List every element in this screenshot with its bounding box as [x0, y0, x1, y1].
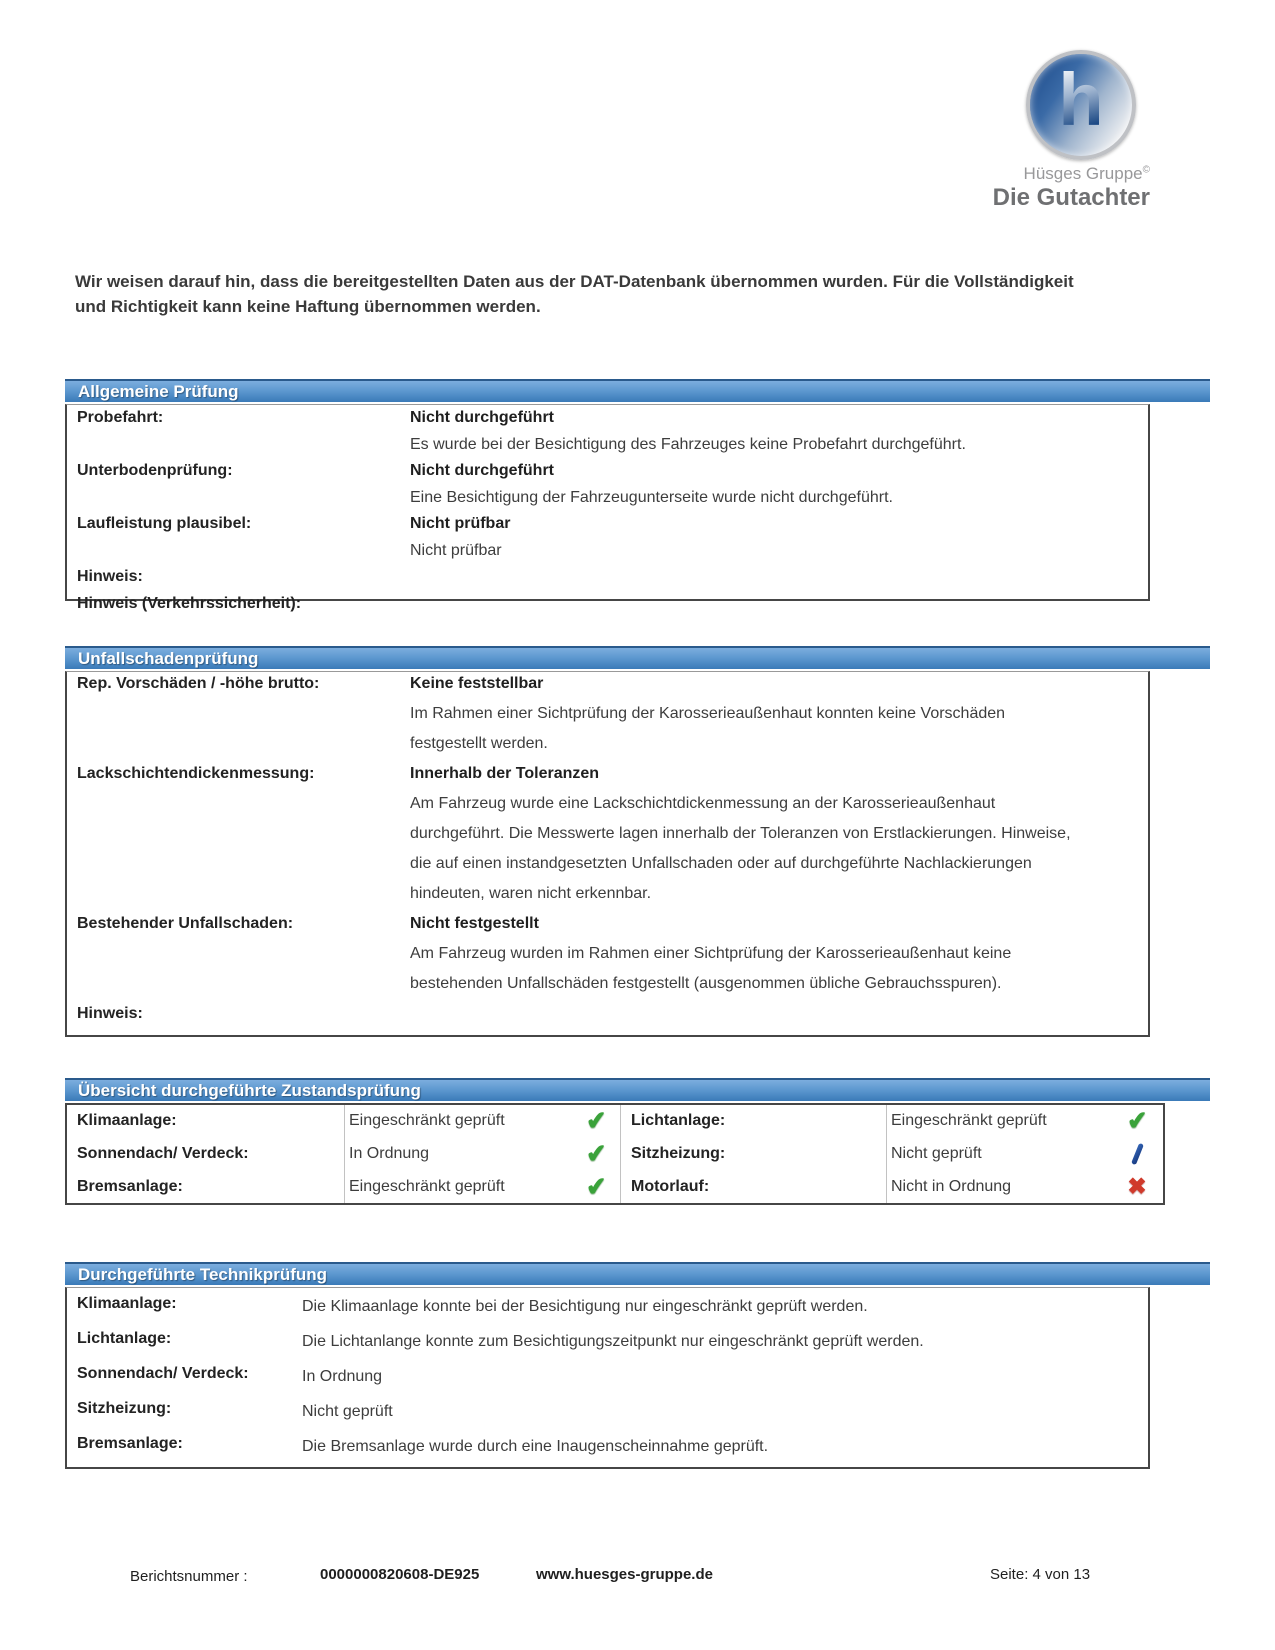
report-row [67, 515, 1148, 542]
section-body-technikpruefung [65, 1287, 1150, 1469]
zustand-label: Sitzheizung: [621, 1138, 887, 1171]
row-description-text: Am Fahrzeug wurde eine Lackschichtdickenmessung an der Karosserieaußenhaut [410, 795, 996, 812]
report-row-description [67, 825, 1148, 855]
row-label: Unterbodenprüfung: [77, 462, 233, 479]
row-label-spacer [77, 945, 410, 975]
technik-label: Sonnendach/ Verdeck: [77, 1365, 249, 1382]
logo-h-badge-icon [1026, 50, 1136, 160]
report-row-description [67, 705, 1148, 735]
row-label-spacer [77, 825, 410, 855]
report-row-description [67, 945, 1148, 975]
report-row [67, 409, 1148, 436]
zustand-status: Nicht in Ordnung [891, 1177, 1012, 1195]
row-label-spacer [77, 489, 410, 516]
report-row [67, 765, 1148, 795]
report-row-description [67, 975, 1148, 1005]
section-body-unfallschadenpruefung [65, 671, 1150, 1037]
zustandspruefung-table [65, 1103, 1165, 1205]
company-logo [938, 50, 1150, 212]
row-description-text: Es wurde bei der Besichtigung des Fahrzeuges keine Probefahrt durchgeführt. [410, 435, 966, 453]
technik-text: Die Lichtanlange konnte zum Besichtigungszeitpunkt nur eingeschränkt geprüft werden. [302, 1333, 924, 1350]
technik-row [67, 1365, 1148, 1400]
zustand-status: Eingeschränkt geprüft [891, 1112, 1047, 1130]
section-header-zustandspruefung: Übersicht durchgeführte Zustandsprüfung [65, 1078, 1210, 1101]
report-row [67, 915, 1148, 945]
row-label: Hinweis: [77, 1005, 143, 1022]
row-value: Nicht durchgeführt [410, 462, 554, 479]
row-description-text: festgestellt werden. [410, 735, 548, 752]
technik-text: In Ordnung [302, 1368, 383, 1385]
row-value [410, 1005, 1148, 1035]
technik-label: Klimaanlage: [77, 1295, 177, 1312]
slash-icon [1131, 1143, 1144, 1165]
zustand-label: Sonnendach/ Verdeck: [67, 1138, 345, 1171]
footer-report-number-value: 0000000820608-DE925 [320, 1566, 480, 1583]
zustand-label: Klimaanlage: [67, 1105, 345, 1138]
row-label: Lackschichtendickenmessung: [77, 765, 315, 782]
report-row-description [67, 735, 1148, 765]
row-value: Innerhalb der Toleranzen [410, 765, 600, 782]
logo-letter: h [1058, 58, 1104, 141]
check-icon: ✔ [584, 1171, 609, 1202]
report-row-description [67, 542, 1148, 569]
logo-reg-mark: © [1142, 164, 1150, 176]
zustand-icon-cell [573, 1170, 621, 1203]
row-description-text: Eine Besichtigung der Fahrzeugunterseite wurde nicht durchgeführt. [410, 488, 893, 506]
row-description-text: die auf einen instandgesetzten Unfallschaden oder auf durchgeführte Nachlackierungen [410, 855, 1032, 872]
technik-label: Bremsanlage: [77, 1435, 183, 1452]
report-row [67, 568, 1148, 595]
row-label-spacer [77, 735, 410, 765]
disclaimer-line-2: und Richtigkeit kann keine Haftung übernommen werden. [75, 296, 541, 316]
technik-label: Sitzheizung: [77, 1400, 172, 1417]
row-value: Keine feststellbar [410, 675, 544, 692]
row-description-text: bestehenden Unfallschäden festgestellt (ausgenommen übliche Gebrauchsspuren). [410, 975, 1002, 992]
row-label: Laufleistung plausibel: [77, 515, 252, 532]
section-header-technikpruefung: Durchgeführte Technikprüfung [65, 1262, 1210, 1285]
row-label-spacer [77, 975, 410, 1005]
zustand-icon-cell [1113, 1170, 1161, 1203]
row-description-text: Am Fahrzeug wurden im Rahmen einer Sichtprüfung der Karosserieaußenhaut keine [410, 945, 1012, 962]
zustand-icon-cell [573, 1138, 621, 1171]
row-description-text: Im Rahmen einer Sichtprüfung der Karosserieaußenhaut konnten keine Vorschäden [410, 705, 1006, 722]
zustand-icon-cell [573, 1105, 621, 1138]
section-header-unfallschadenpruefung: Unfallschadenprüfung [65, 646, 1210, 669]
zustand-status: In Ordnung [349, 1144, 430, 1162]
report-row-description [67, 795, 1148, 825]
logo-company-name: Hüsges Gruppe© [1023, 164, 1150, 183]
report-row [67, 1005, 1148, 1035]
footer-website: www.huesges-gruppe.de [536, 1566, 713, 1583]
row-label: Bestehender Unfallschaden: [77, 915, 294, 932]
row-label: Probefahrt: [77, 409, 164, 426]
row-value: Nicht durchgeführt [410, 409, 554, 426]
row-label-spacer [77, 855, 410, 885]
check-icon: ✔ [584, 1106, 609, 1137]
section-body-allgemeine-pruefung [65, 404, 1150, 612]
footer-report-number-label: Berichtsnummer : [130, 1568, 248, 1585]
report-row-description [67, 885, 1148, 915]
row-value [410, 595, 1148, 622]
zustand-icon-cell [1113, 1105, 1161, 1138]
cross-icon: ✖ [1127, 1173, 1147, 1200]
zustand-status: Nicht geprüft [891, 1144, 982, 1162]
row-label: Hinweis: [77, 568, 143, 585]
technik-row [67, 1330, 1148, 1365]
zustand-icon-cell [1113, 1138, 1161, 1171]
row-description-text: Nicht prüfbar [410, 541, 502, 559]
technik-row [67, 1295, 1148, 1330]
report-row [67, 675, 1148, 705]
row-label-spacer [77, 542, 410, 569]
report-row-description [67, 855, 1148, 885]
row-label: Rep. Vorschäden / -höhe brutto: [77, 675, 320, 692]
zustand-label: Motorlauf: [621, 1170, 887, 1203]
row-label-spacer [77, 705, 410, 735]
row-description-text: hindeuten, waren nicht erkennbar. [410, 885, 652, 902]
row-value: Nicht festgestellt [410, 915, 539, 932]
check-icon: ✔ [1125, 1106, 1149, 1137]
report-row-description [67, 489, 1148, 516]
section-header-allgemeine-pruefung: Allgemeine Prüfung [65, 379, 1210, 402]
zustand-status: Eingeschränkt geprüft [349, 1112, 505, 1130]
technik-text: Nicht geprüft [302, 1403, 393, 1420]
zustand-label: Bremsanlage: [67, 1170, 345, 1203]
logo-tagline: Die Gutachter [992, 184, 1150, 212]
row-value [410, 568, 1148, 595]
row-label-spacer [77, 795, 410, 825]
footer-page-indicator: Seite: 4 von 13 [990, 1566, 1091, 1583]
report-row-description [67, 436, 1148, 463]
technik-row [67, 1400, 1148, 1435]
row-label-spacer [77, 885, 410, 915]
report-row [67, 595, 1148, 622]
report-row [67, 462, 1148, 489]
technik-row [67, 1435, 1148, 1470]
technik-text: Die Klimaanlage konnte bei der Besichtigung nur eingeschränkt geprüft werden. [302, 1298, 868, 1315]
disclaimer-line-1: Wir weisen darauf hin, dass die bereitgestellten Daten aus der DAT-Datenbank übernommen wurden. Für die Vollständigkeit [75, 272, 1074, 291]
dat-disclaimer [75, 270, 1160, 319]
check-icon: ✔ [584, 1139, 609, 1169]
technik-label: Lichtanlage: [77, 1330, 172, 1347]
row-description-text: durchgeführt. Die Messwerte lagen innerhalb der Toleranzen von Erstlackierungen. Hinweise, [410, 825, 1071, 842]
zustand-status: Eingeschränkt geprüft [349, 1177, 505, 1195]
row-label-spacer [77, 436, 410, 463]
row-label: Hinweis (Verkehrssicherheit): [77, 594, 302, 612]
row-value: Nicht prüfbar [410, 515, 511, 532]
technik-text: Die Bremsanlage wurde durch eine Inaugenscheinnahme geprüft. [302, 1438, 769, 1455]
zustand-label: Lichtanlage: [621, 1105, 887, 1138]
